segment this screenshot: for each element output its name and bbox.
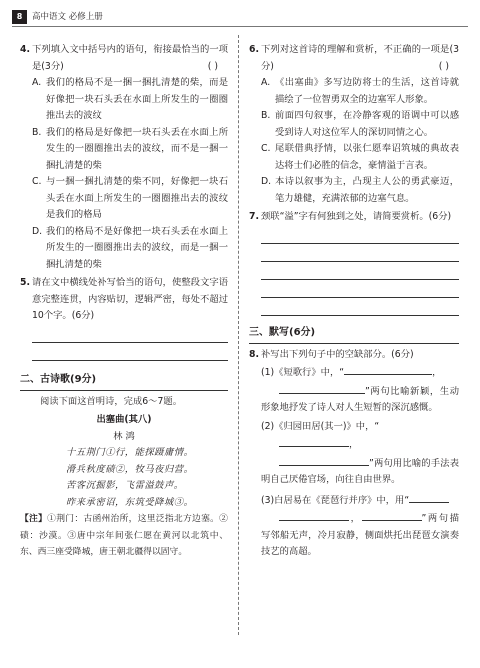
section-rule [20,390,228,391]
section-intro: 阅读下面这首明诗，完成6～7题。 [40,395,182,407]
note-label: 【注】 [20,514,48,524]
option-text: 本诗以叙事为主，凸现主人公的勇武豪迈，笔力雄健，充满浓郁的边塞气息。 [275,176,459,204]
fill-item-3 [249,491,459,561]
option-key: C. [261,143,271,154]
option-d[interactable] [20,224,228,274]
option-key: A. [32,77,42,88]
answer-line[interactable] [261,280,459,298]
note-text: ①荆门：古函州治所，这里泛指北方边塞。②碛：沙漠。③唐中宗年间张仁愿在黄河以北筑中、东、西三座受降城，唐王朝北疆得以固守。 [20,514,228,557]
option-c[interactable] [20,174,228,224]
option-c[interactable] [249,141,459,174]
question-stem: 请在文中横线处补写恰当的语句，使整段文字语意完整连贯，内容贴切，逻辑严密，每处不超过10个字。(6分) [32,277,228,321]
option-a[interactable] [20,75,228,125]
question-number: 8. [249,348,260,360]
poem-title: 出塞曲(其八) [96,414,152,425]
poem-line: 昨来承密诏，东筑受降城③。 [66,496,194,508]
section-title: 二、古诗歌(9分) [20,373,97,385]
header-title: 高中语文 必修上册 [32,12,103,22]
question-number: 6. [249,44,260,55]
column-divider [238,35,239,635]
option-key: B. [32,126,42,138]
option-b[interactable] [20,125,228,175]
fill-text: ， [349,439,359,450]
answer-line[interactable] [261,262,459,280]
fill-text: ”两句用比喻的手法表明自己厌倦官场，向往自由世界。 [261,457,459,485]
question-7 [249,209,459,226]
fill-text: ”两句比喻新颖，生动形象地抒发了诗人对人生短暂的深沉感慨。 [261,385,459,413]
page-number: 8 [12,10,27,24]
poem-author: 林 鸿 [113,430,135,442]
question-8 [249,347,459,364]
fill-text: (2)《归园田居(其一)》中，“ [261,420,380,432]
fill-text: ， [432,367,442,378]
option-key: A. [261,77,271,88]
poem-note [20,511,228,561]
fill-item-2 [249,419,459,489]
question-stem: 下列对这首诗的理解和赏析，不正确的一项是(3分) [261,44,459,72]
question-number: 4. [20,44,31,55]
option-text: 与一捆一捆扎清楚的柴不同，好像把一块石头丢在水面上所发生的一圈圈推出去的波纹是我们的格局 [46,176,228,220]
header-rule [12,26,468,27]
option-text: 尾联借典抒情，以张仁愿奉诏筑城的典故表达将士们必胜的信念，豪情溢于言表。 [275,143,459,171]
option-d[interactable] [249,174,459,207]
fill-blank[interactable] [279,435,349,447]
option-text: 《出塞曲》多写边防将士的生活，这首诗就描绘了一位智勇双全的边塞军人形象。 [275,77,459,105]
option-text: 前面四句叙事，在冷静客观的语调中可以感受到诗人对这位军人的深切同情之心。 [275,110,459,138]
answer-line[interactable] [261,244,459,262]
fill-blank[interactable] [362,509,422,521]
right-column [249,42,459,561]
fill-blank[interactable] [409,491,449,503]
left-column [20,42,228,561]
question-number: 7. [249,211,260,222]
option-key: D. [261,176,272,187]
question-5 [20,275,228,325]
option-text: 我们的格局不是一捆一捆扎清楚的柴，而是好像把一块石头丢在水面上所发生的一圈圈推出去的波纹 [46,77,228,121]
option-key: C. [32,176,42,187]
poem-line: 滑兵秋度碛②，牧马夜归营。 [66,463,194,475]
question-stem: 下列填入文中括号内的语句，衔接最恰当的一项是(3分) [32,44,228,72]
question-stem: 补写出下列句子中的空缺部分。(6分) [261,348,414,360]
option-a[interactable] [249,75,459,108]
fill-blank[interactable] [279,454,369,466]
question-6 [249,42,459,75]
answer-line[interactable] [261,226,459,244]
fill-blank[interactable] [279,382,365,394]
answer-line[interactable] [261,298,459,316]
fill-text: ， [349,513,362,524]
fill-blank[interactable] [279,509,349,521]
option-text: 我们的格局不是好像把一块石头丢在水面上所发生的一圈圈推出去的波纹，而是一捆一捆扎清楚的柴 [46,225,228,270]
fill-blank[interactable] [344,363,432,375]
fill-item-1 [249,363,459,417]
fill-text: (1)《短歌行》中，“ [261,367,345,378]
answer-line[interactable] [32,343,228,361]
question-stem: 颈联“溢”字有何独到之处，请简要赏析。(6分) [261,211,452,222]
answer-line[interactable] [32,325,228,343]
option-b[interactable] [249,108,459,141]
page-header [12,10,468,24]
answer-paren[interactable]: ( ) [207,60,218,72]
section-rule [249,343,459,344]
question-number: 5. [20,277,31,288]
option-key: B. [261,110,271,121]
option-key: D. [32,225,43,237]
poem-line: 十五荆门①行，能探蹑庸情。 [66,447,194,458]
poem-line: 苦客沉掘影，飞雷溢鼓声。 [66,480,184,491]
option-text: 我们的格局是好像把一块石头丢在水面上所发生的一圈圈推出去的波纹，而不是一捆一捆扎清楚的柴 [46,126,228,171]
question-4 [20,42,228,75]
fill-text: (3)白居易在《琵琶行并序》中，用“ [261,494,410,506]
answer-paren[interactable]: ( ) [438,60,449,72]
fill-text: ”两句描写邻船无声，冷月寂静，侧面烘托出琵琶女演奏技艺的高超。 [261,513,459,557]
section-title: 三、默写(6分) [249,326,316,338]
